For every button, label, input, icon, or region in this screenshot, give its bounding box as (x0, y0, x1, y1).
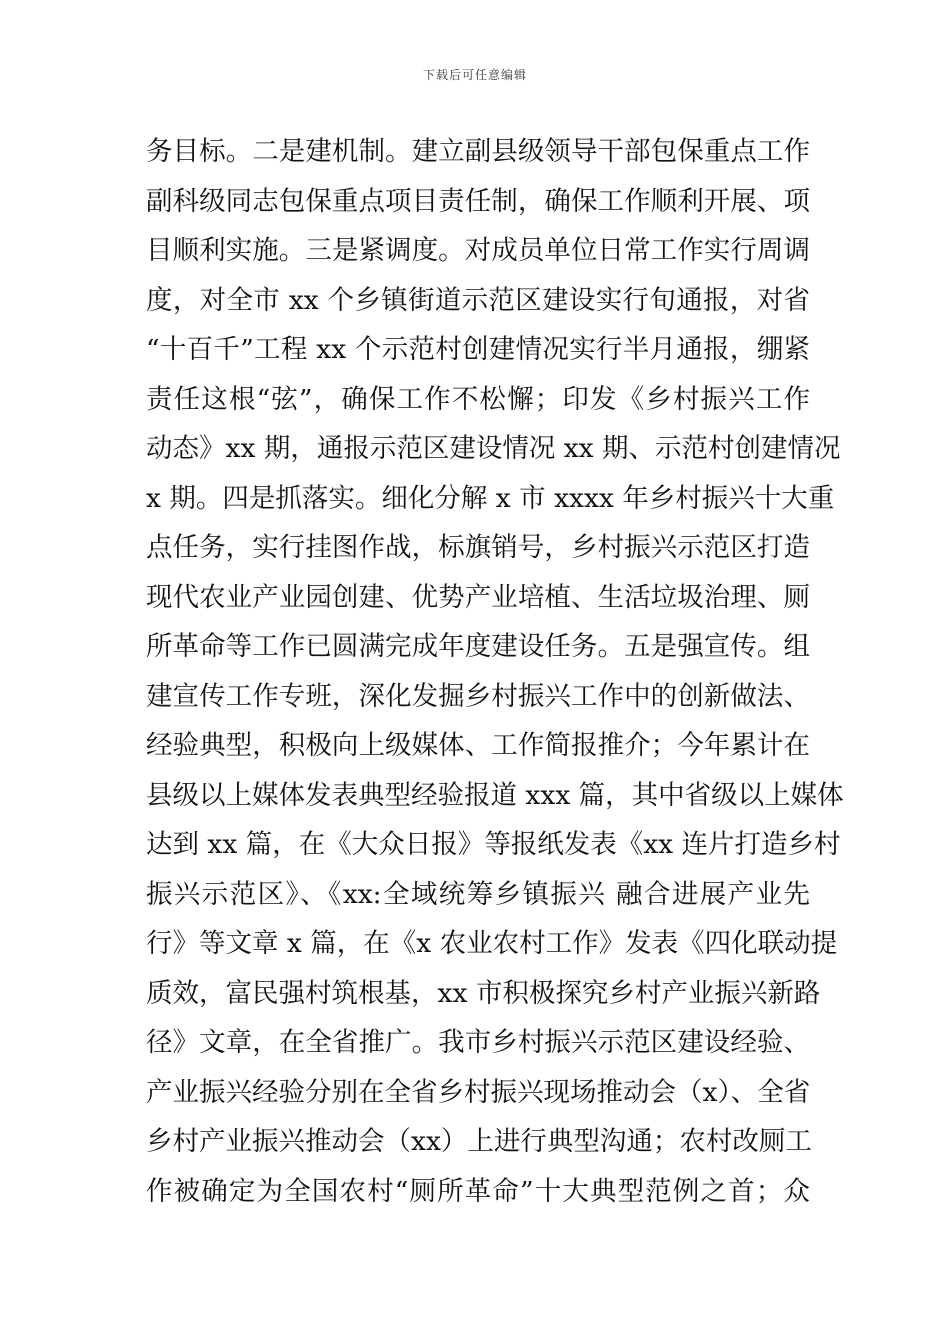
text-line: 度，对全市 xx 个乡镇街道示范区建设实行旬通报，对省 (146, 284, 810, 316)
text-line: 径》文章，在全省推广。我市乡村振兴示范区建设经验、 (146, 1027, 810, 1058)
text-line: 作被确定为全国农村“厕所革命”十大典型范例之首；众 (146, 1175, 810, 1207)
text-line: 责任这根“弦”，确保工作不松懈；印发《乡村振兴工作 (146, 383, 810, 415)
text-line: 乡村产业振兴推动会（xx）上进行典型沟通；农村改厕工 (146, 1126, 812, 1157)
text-line: 达到 xx 篇，在《大众日报》等报纸发表《xx 连片打造乡村 (146, 829, 841, 860)
text-line: 副科级同志包保重点项目责任制，确保工作顺利开展、项 (146, 185, 810, 217)
text-line: 经验典型，积极向上级媒体、工作简报推介；今年累计在 (146, 730, 810, 761)
page-header: 下载后可任意编辑 (422, 68, 527, 82)
text-line: “十百千”工程 xx 个示范村创建情况实行半月通报，绷紧 (146, 334, 810, 365)
text-line: 所革命等工作已圆满完成年度建设任务。五是强宣传。组 (146, 631, 810, 662)
text-line: 点任务，实行挂图作战，标旗销号，乡村振兴示范区打造 (146, 532, 810, 563)
text-line: 质效，富民强村筑根基，xx 市积极探究乡村产业振兴新路 (146, 977, 821, 1009)
text-line: 建宣传工作专班，深化发掘乡村振兴工作中的创新做法、 (146, 680, 810, 712)
text-line: 振兴示范区》、《xx:全域统筹乡镇振兴 融合进展产业先 (146, 878, 810, 910)
text-line: 现代农业产业园创建、优势产业培植、生活垃圾治理、厕 (146, 581, 810, 613)
text-line: 目顺利实施。三是紧调度。对成员单位日常工作实行周调 (146, 235, 810, 266)
text-line: 行》等文章 x 篇，在《x 农业农村工作》发表《四化联动提 (146, 928, 838, 959)
text-line: 务目标。二是建机制。建立副县级领导干部包保重点工作 (146, 136, 810, 167)
text-line: 产业振兴经验分别在全省乡村振兴现场推动会（x）、全省 (146, 1076, 811, 1108)
text-line: 动态》xx 期，通报示范区建设情况 xx 期、示范村创建情况 (146, 433, 841, 464)
text-line: x 期。四是抓落实。细化分解 x 市 xxxx 年乡村振兴十大重 (146, 482, 835, 514)
text-line: 县级以上媒体发表典型经验报道 xxx 篇，其中省级以上媒体 (146, 779, 844, 811)
document-body (146, 127, 844, 1216)
